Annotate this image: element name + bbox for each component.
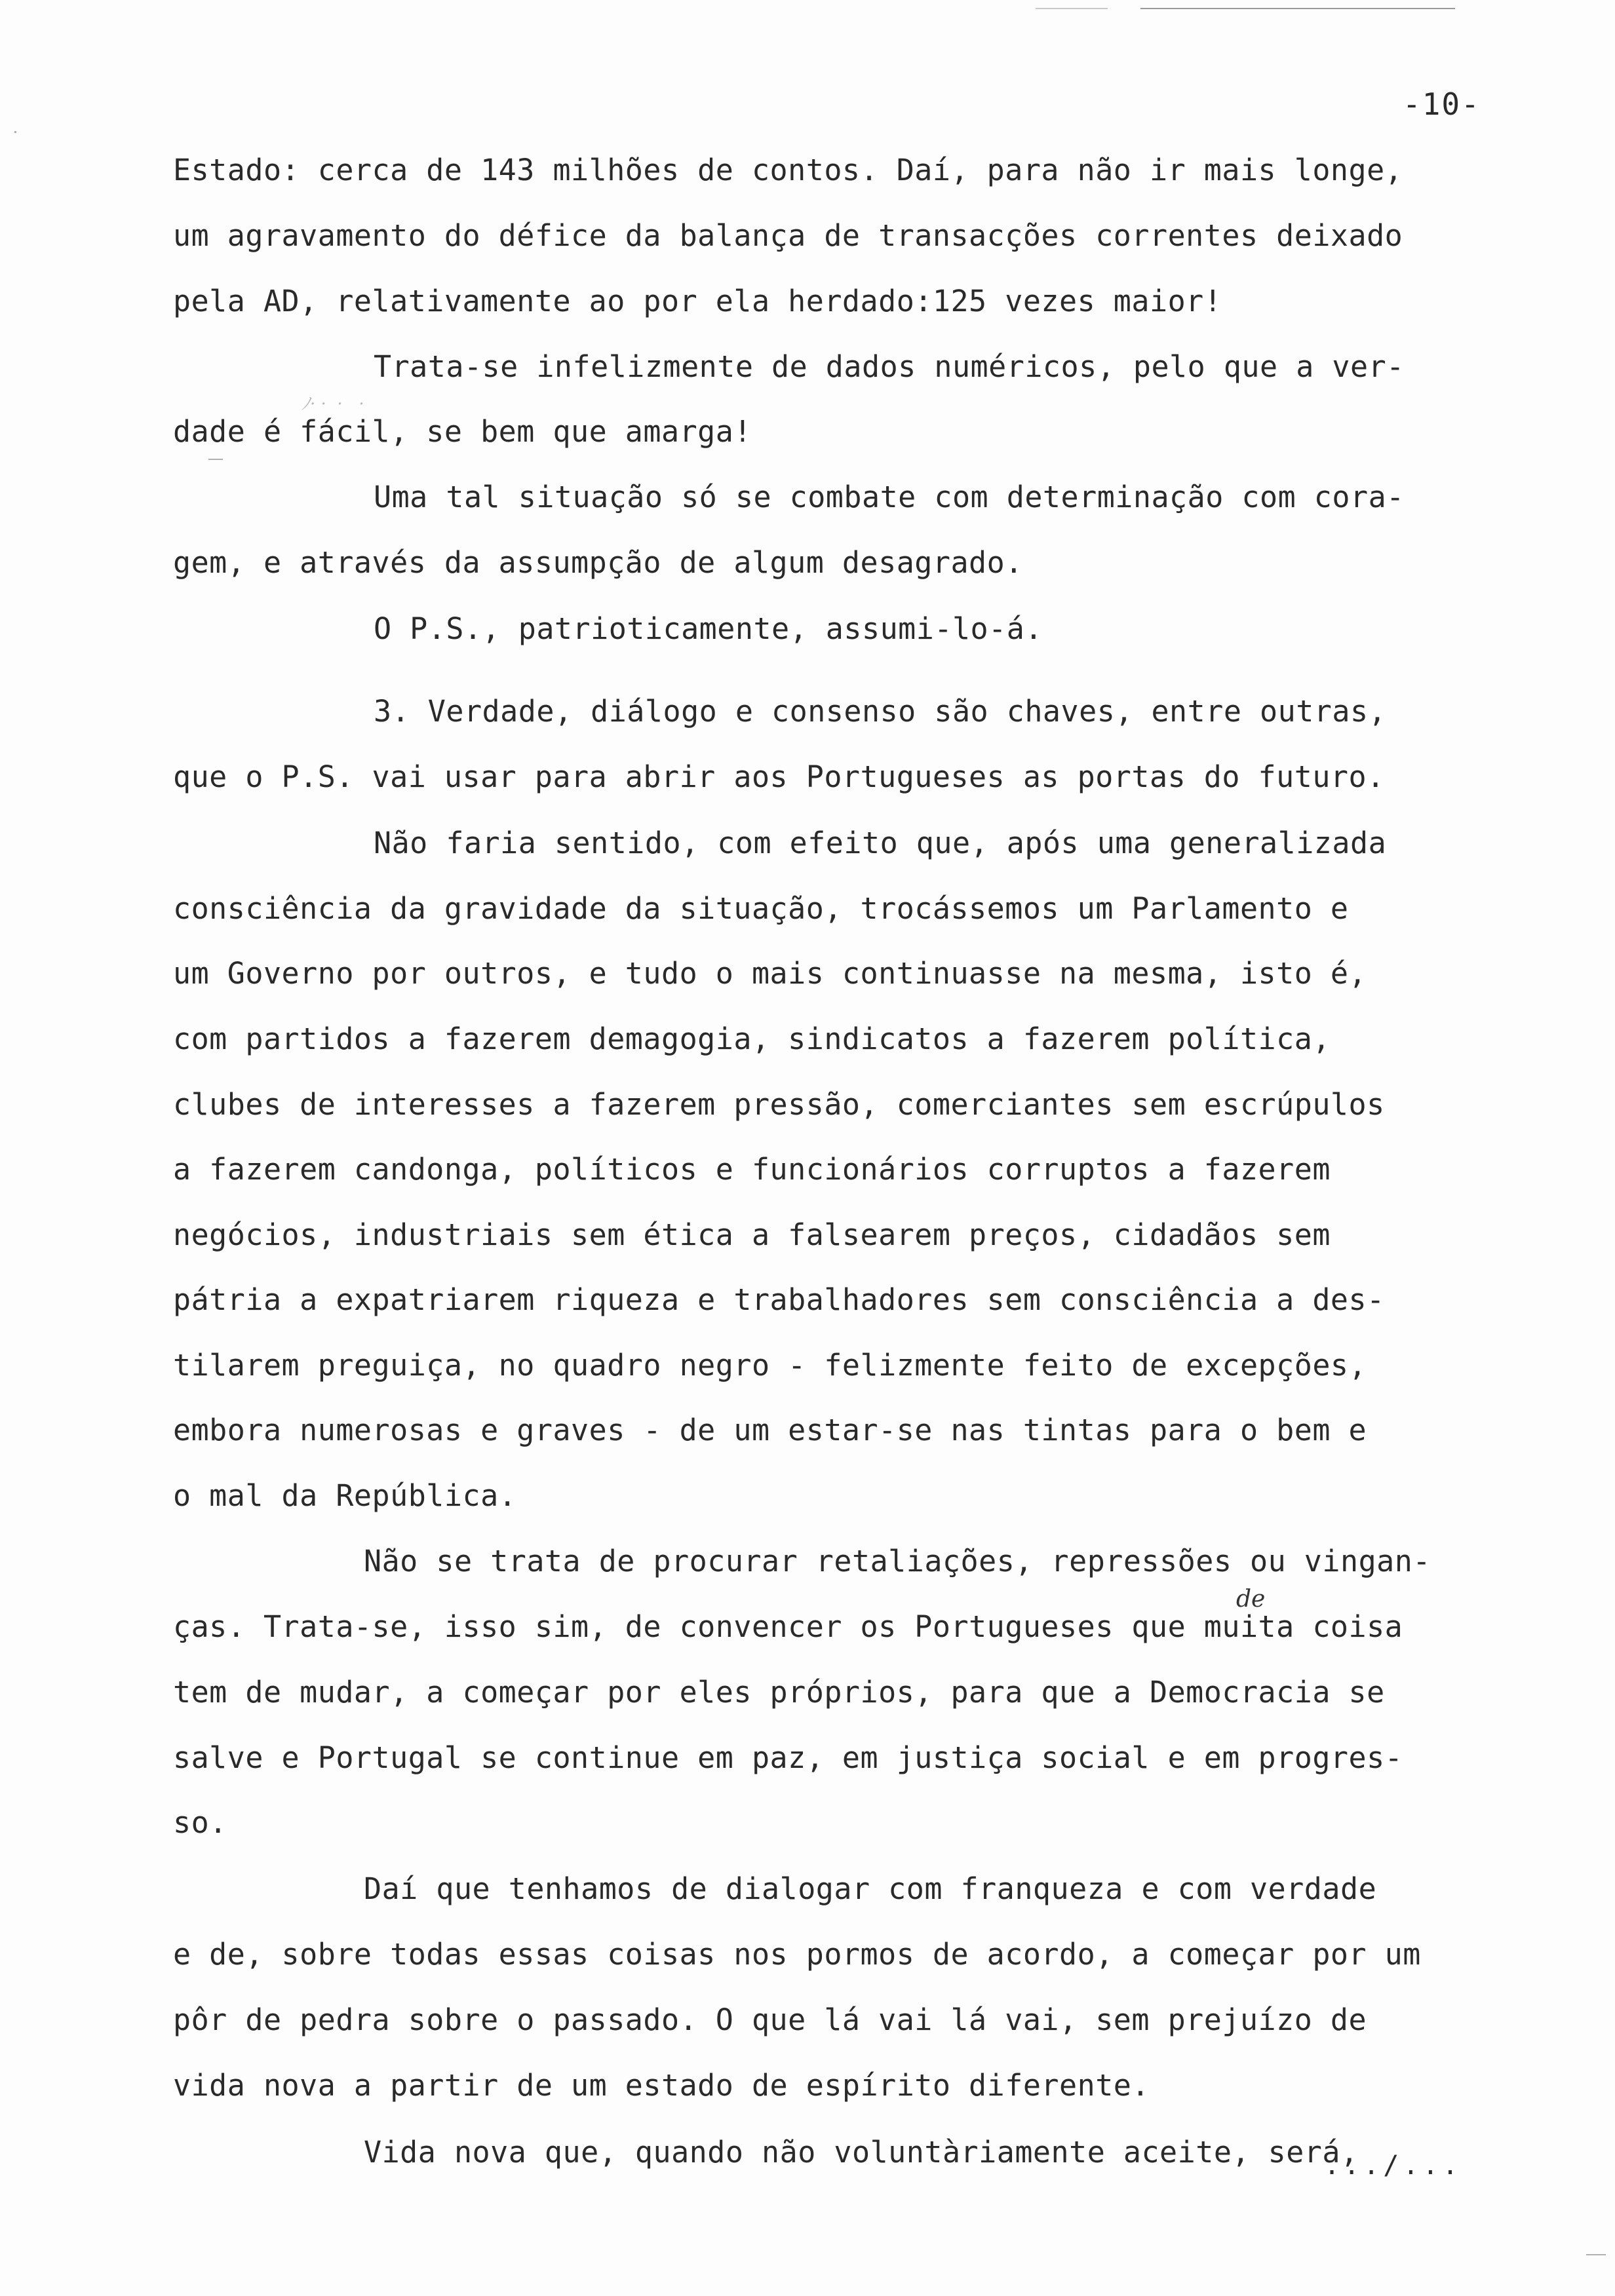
text-line: Trata-se infelizmente de dados numéricos, pelo que a ver- (374, 349, 1405, 384)
text-line: salve e Portugal se continue em paz, em justiça social e em progres- (173, 1740, 1403, 1775)
text-line: negócios, industriais sem ética a falsearem preços, cidadãos sem (173, 1217, 1331, 1252)
text-line: um agravamento do défice da balança de transacções correntes deixado (173, 218, 1403, 253)
text-line: Não se trata de procurar retaliações, repressões ou vingan- (364, 1544, 1431, 1578)
text-line: so. (173, 1805, 227, 1840)
text-line: vida nova a partir de um estado de espírito diferente. (173, 2068, 1150, 2103)
text-line: tilarem preguiça, no quadro negro - felizmente feito de excepções, (173, 1348, 1367, 1383)
text-line: Vida nova que, quando não voluntàriamente aceite, será, (364, 2135, 1359, 2170)
top-edge-rule (1036, 8, 1108, 9)
text-line: pôr de pedra sobre o passado. O que lá vai lá vai, sem prejuízo de (173, 2002, 1367, 2037)
text-line: Não faria sentido, com efeito que, após uma generalizada (374, 826, 1387, 860)
text-line: o mal da República. (173, 1478, 517, 1513)
text-line: dade é fácil, se bem que amarga! (173, 414, 752, 449)
scan-speck (208, 459, 223, 460)
text-line: um Governo por outros, e tudo o mais continuasse na mesma, isto é, (173, 956, 1367, 991)
text-line: Daí que tenhamos de dialogar com franqueza e com verdade (364, 1871, 1377, 1906)
text-line: O P.S., patrioticamente, assumi-lo-á. (374, 611, 1043, 646)
scan-speck (14, 131, 16, 133)
top-edge-rule (1140, 8, 1455, 9)
text-line: Estado: cerca de 143 milhões de contos. Daí, para não ir mais longe, (173, 153, 1403, 187)
text-line: consciência da gravidade da situação, trocássemos um Parlamento e (173, 891, 1349, 926)
scan-speck (1586, 2254, 1606, 2255)
text-line: embora numerosas e graves - de um estar-se nas tintas para o bem e (173, 1413, 1367, 1447)
page-number: -10- (1403, 86, 1481, 122)
text-line: clubes de interesses a fazerem pressão, comerciantes sem escrúpulos (173, 1087, 1385, 1122)
handwritten-insert: de (1236, 1586, 1266, 1613)
pencil-marks: ﾉ· · · · (302, 394, 364, 414)
text-line: ças. Trata-se, isso sim, de convencer os Portugueses que muita coisa (173, 1609, 1403, 1644)
text-line: com partidos a fazerem demagogia, sindicatos a fazerem política, (173, 1022, 1331, 1056)
text-line: tem de mudar, a começar por eles próprios, para que a Democracia se (173, 1675, 1385, 1710)
text-line: e de, sobre todas essas coisas nos pormos de acordo, a começar por um (173, 1937, 1421, 1972)
text-line: 3. Verdade, diálogo e consenso são chaves, entre outras, (374, 694, 1387, 729)
text-line: a fazerem candonga, políticos e funcionários corruptos a fazerem (173, 1152, 1331, 1187)
text-line: gem, e através da assumpção de algum desagrado. (173, 545, 1023, 580)
text-line: pátria a expatriarem riqueza e trabalhadores sem consciência a des- (173, 1282, 1385, 1317)
text-line: pela AD, relativamente ao por ela herdado:125 vezes maior! (173, 284, 1222, 318)
text-line: que o P.S. vai usar para abrir aos Portugueses as portas do futuro. (173, 759, 1385, 794)
text-line: Uma tal situação só se combate com determinação com cora- (374, 480, 1405, 514)
continuation-mark: .../... (1324, 2151, 1462, 2181)
